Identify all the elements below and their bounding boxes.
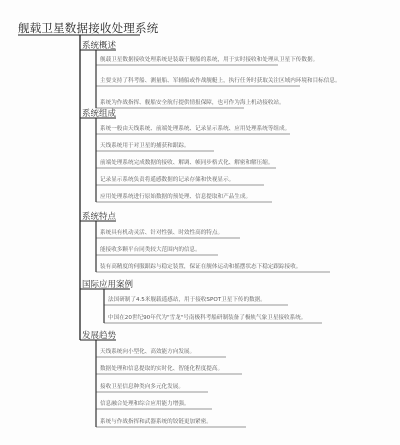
leaf-trends-4[interactable]: 信息融合处理和综合应用能力增强。 [100,401,190,407]
root-topic[interactable]: 舰载卫星数据接收处理系统 [18,21,159,35]
leaf-trends-3[interactable]: 接收卫星信息种类向多元化发展。 [100,384,184,390]
leaf-cases-2[interactable]: 中国在20世纪90年代为"雪龙"号南极科考船研制装备了极轨气象卫星接收系统。 [108,315,307,321]
topic-international-cases[interactable]: 国际应用案例 [82,280,134,290]
leaf-overview-1[interactable]: 舰载卫星数据接收处理系统是装载于舰船的系统，用于实时接收和处理从卫星下传数据。 [100,57,319,63]
leaf-composition-1[interactable]: 系统一般由天线系统、前端处理系统、记录显示系统、应用处理系统等组成。 [100,126,291,132]
topic-development-trends[interactable]: 发展趋势 [82,331,117,341]
leaf-composition-5[interactable]: 应用处理系统进行原始数据的预处理、信息提取和产品生成。 [100,194,252,200]
topic-system-features[interactable]: 系统特点 [82,212,117,222]
leaf-composition-4[interactable]: 记录显示系统负责将遥感数据的记录存储和快视显示。 [100,177,235,183]
leaf-cases-1[interactable]: 法国研制了4.5米舰载遥感站，用于接收SPOT卫星下传的数据。 [108,297,266,303]
leaf-overview-2[interactable]: 主要支持了科考船、测量船、军辅船或作战舰艇上，执行任务时获取关注区域内环境和目标信息。 [100,78,341,84]
leaf-features-2[interactable]: 能接收多颗平台同类较大范围内的信息。 [100,247,201,253]
leaf-features-3[interactable]: 装有高精度的伺服跟踪与稳定装置，保证在舰体运动和摇摆状态下稳定跟踪接收。 [100,264,302,270]
leaf-composition-3[interactable]: 前端处理系统完成数据的接收、解调、帧同步格式化、解密和解压缩。 [100,160,274,166]
leaf-features-1[interactable]: 系统具有机动灵活、针对性强、时效性高的特点。 [100,230,224,236]
topic-system-composition[interactable]: 系统组成 [82,109,117,119]
leaf-overview-3[interactable]: 系统为作战指挥、舰船安全航行提供情报保障，也可作为海上机动接收站。 [100,100,285,106]
leaf-composition-2[interactable]: 天线系统用于对卫星的捕获和跟踪。 [100,143,190,149]
topic-system-overview[interactable]: 系统概述 [82,41,117,51]
leaf-trends-1[interactable]: 天线系统向小型化、高效能方向发展。 [100,349,196,355]
leaf-trends-5[interactable]: 系统与作战指挥和武器系统的铰链更加紧密。 [100,419,212,425]
leaf-trends-2[interactable]: 数据处理和信息提取的实时化、智能化程度提高。 [100,366,224,372]
